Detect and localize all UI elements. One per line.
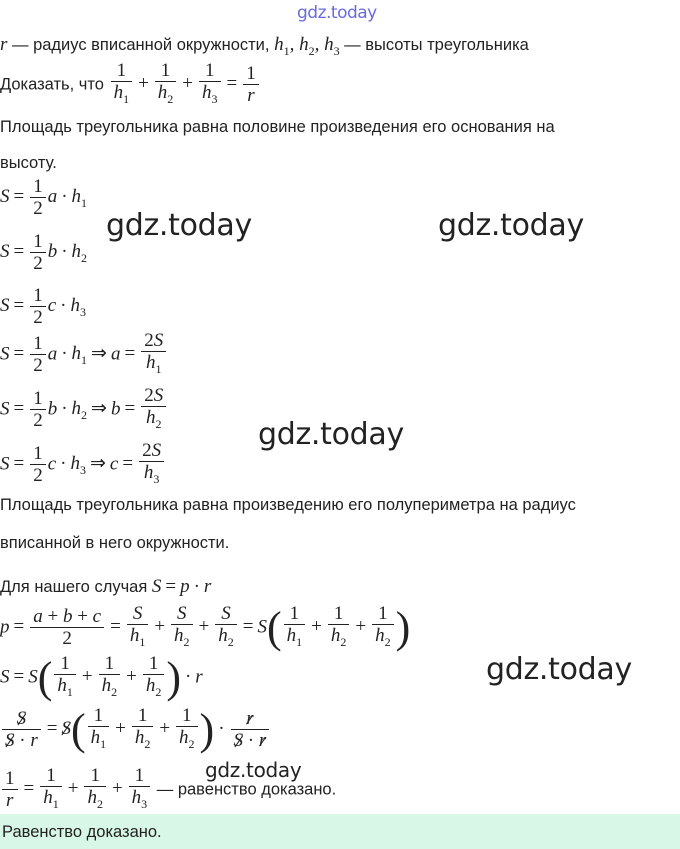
paragraph-2-line-1: Площадь треугольника равна произведению его полупериметра на радиус <box>0 496 576 514</box>
case-line: Для нашего случая S = p · r <box>0 576 212 597</box>
answer-banner <box>0 814 680 849</box>
prove-line: Доказать, что $\frac{1}{h_1}$ + $\frac{1}{h_2}$ + $\frac{1}{h_3}$ = $\frac{1}{r}$ <box>0 60 261 110</box>
formula-a: S = $\frac{1}{2}$ $a \cdot h_1$ ⇒ a = $\frac{2S}{h_1}$ <box>0 330 168 380</box>
intro-line: r — радиус вписанной окружности, $h_1$, $h_2$, $h_3$ — высоты треугольника <box>0 34 529 58</box>
formula-final: $\frac{1}{r}$ = $\frac{1}{h_1}$ + $\frac{1}{h_2}$ + $\frac{1}{h_3}$ — равенство доказано. <box>0 765 336 815</box>
paragraph-2-line-2: вписанной в него окружности. <box>0 534 230 552</box>
watermark: gdz.today <box>258 417 404 452</box>
formula-p: p = $\frac{a + b + c}{2}$ = $\frac{S}{h_1}$ + $\frac{S}{h_2}$ + $\frac{S}{h_2}$ = S( $\frac{1}{h_1}$ + $\frac{1}{h_2}$ + $\frac{1}{h_2}$ ) <box>0 602 411 652</box>
answer-text: Равенство доказано. <box>2 823 162 841</box>
watermark: gdz.today <box>486 652 632 687</box>
formula-s-b: S = $\frac{1}{2}$ $b \cdot h_2$ <box>0 231 88 274</box>
formula-s-a: S = $\frac{1}{2}$ $a \cdot h_1$ <box>0 176 88 219</box>
paragraph-1-line-2: высоту. <box>0 154 57 172</box>
watermark: gdz.today <box>205 758 302 782</box>
formula-s-c: S = $\frac{1}{2}$ $c \cdot h_3$ <box>0 285 86 328</box>
watermark: gdz.today <box>438 208 584 243</box>
watermark-top: gdz.today <box>297 3 377 23</box>
formula-cancel: $\frac{S}{S \cdot r}$ = S( $\frac{1}{h_1}$ + $\frac{1}{h_2}$ + $\frac{1}{h_2}$ ) · $\frac{r}{S \cdot r}$ <box>0 705 271 755</box>
formula-c: S = $\frac{1}{2}$ $c \cdot h_3$ ⇒ c = $\frac{2S}{h_3}$ <box>0 440 166 490</box>
formula-s-sum: S = S( $\frac{1}{h_1}$ + $\frac{1}{h_2}$ + $\frac{1}{h_2}$ ) · r <box>0 652 203 702</box>
formula-b: S = $\frac{1}{2}$ $b \cdot h_2$ ⇒ b = $\frac{2S}{h_2}$ <box>0 385 168 435</box>
paragraph-1-line-1: Площадь треугольника равна половине произведения его основания на <box>0 118 555 136</box>
watermark: gdz.today <box>106 208 252 243</box>
